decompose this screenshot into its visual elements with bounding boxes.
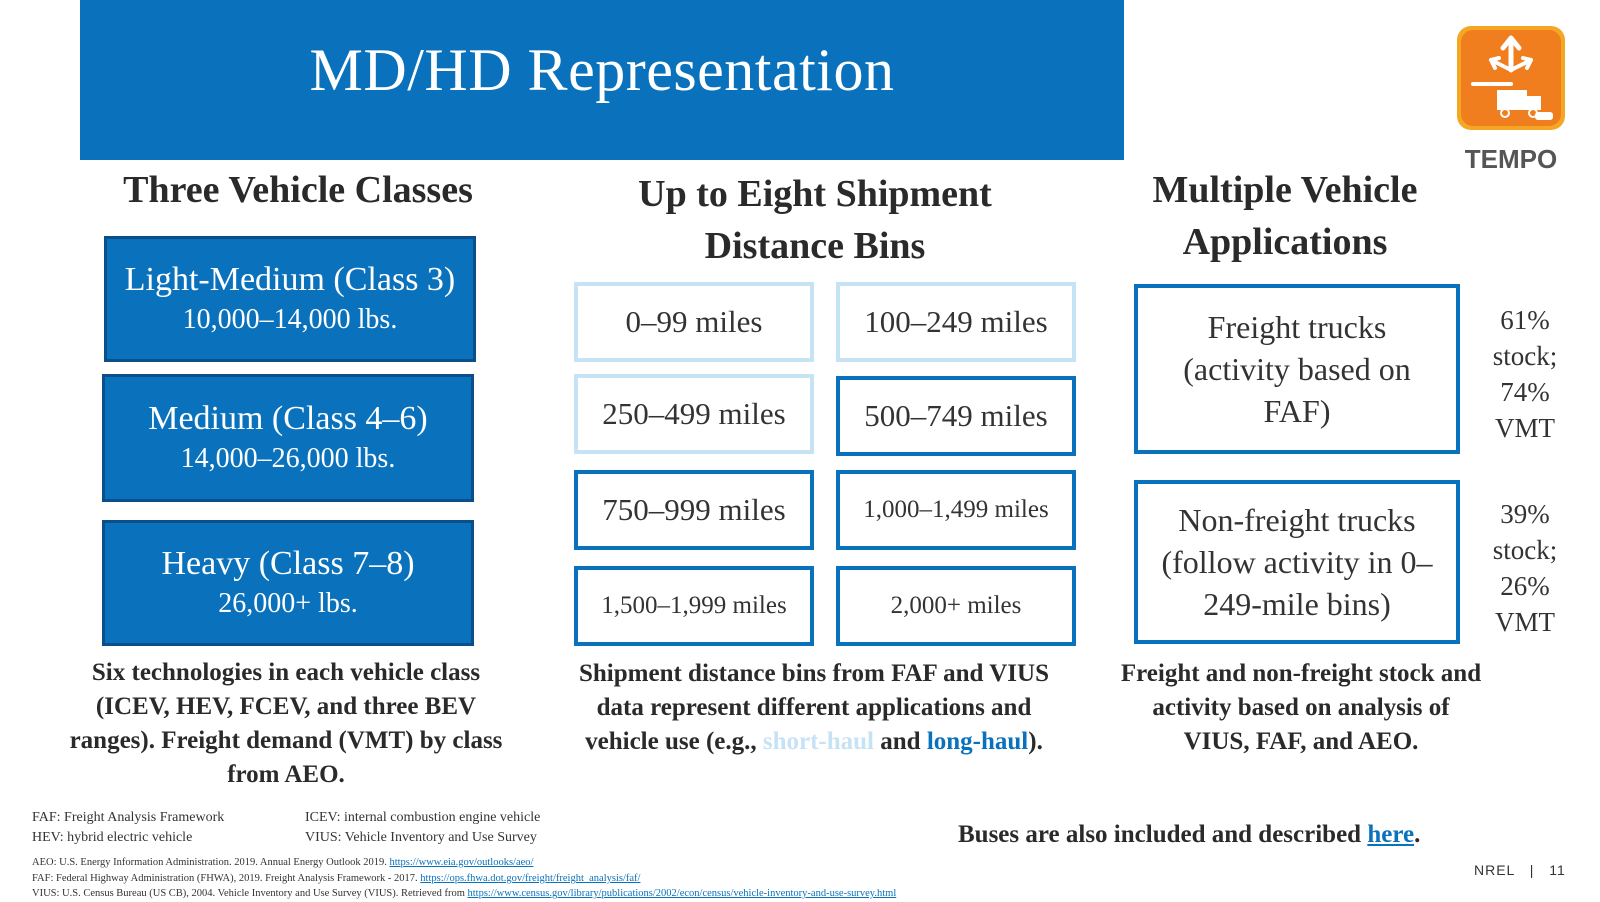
abbr-hev: HEV: hybrid electric vehicle	[32, 830, 193, 845]
bin-750-999: 750–999 miles	[574, 470, 814, 550]
footer-separator: |	[1529, 862, 1535, 878]
slide-title: MD/HD Representation	[309, 37, 895, 103]
freight-stock-label: stock;	[1492, 341, 1558, 371]
distance-bins-description	[576, 657, 1052, 759]
freight-trucks-line1: Freight trucks	[1207, 309, 1387, 345]
nonfreight-trucks-line1: Non-freight trucks	[1178, 502, 1416, 538]
applications-heading-line1: Multiple Vehicle	[1152, 169, 1418, 211]
bin-0-99: 0–99 miles	[574, 282, 814, 362]
distance-bins-heading-line2: Distance Bins	[704, 225, 926, 267]
title-bar	[80, 0, 1124, 160]
class-box-medium	[102, 374, 474, 502]
distance-bins-heading	[575, 168, 1055, 272]
freight-vmt-pct: 74%	[1500, 377, 1550, 407]
reference-link-aeo[interactable]: https://www.eia.gov/outlooks/aeo/	[389, 857, 534, 868]
logo-label: TEMPO	[1464, 144, 1558, 174]
class-weight: 14,000–26,000 lbs.	[180, 443, 396, 474]
freight-trucks-line3: FAF)	[1263, 393, 1331, 429]
abbr-vius: VIUS: Vehicle Inventory and Use Survey	[305, 830, 537, 845]
tempo-logo-icon	[1451, 18, 1571, 158]
buses-here-link[interactable]: here	[1367, 821, 1415, 848]
and-text: and	[880, 728, 921, 755]
bin-2000-plus: 2,000+ miles	[836, 566, 1076, 646]
buses-note	[958, 821, 1420, 849]
footer-page-number: 11	[1549, 862, 1566, 878]
bin-250-499: 250–499 miles	[574, 374, 814, 454]
class-name: Medium (Class 4–6)	[148, 400, 428, 437]
freight-trucks-box	[1134, 284, 1460, 454]
reference-aeo	[32, 855, 533, 871]
class-box-heavy	[102, 520, 474, 646]
freight-stock-pct: 61%	[1500, 305, 1550, 335]
nonfreight-stock-pct: 39%	[1500, 499, 1550, 529]
nonfreight-stats	[1480, 496, 1570, 640]
reference-link-vius[interactable]: https://www.census.gov/library/publications/2002/econ/census/vehicle-inventory-and-use-survey.html	[467, 888, 897, 899]
vehicle-classes-description: Six technologies in each vehicle class (ICEV, HEV, FCEV, and three BEV ranges). Freight demand (VMT) by class from AEO.	[69, 659, 503, 788]
nonfreight-vmt-label: VMT	[1495, 607, 1555, 637]
class-name: Light-Medium (Class 3)	[124, 261, 456, 298]
long-haul-text: long-haul	[926, 728, 1029, 755]
distance-bins-description-text: Shipment distance bins from FAF and VIUS data represent different applications and vehicle use (e.g.,	[579, 660, 1049, 755]
abbr-icev: ICEV: internal combustion engine vehicle	[305, 810, 541, 825]
abbr-faf: FAF: Freight Analysis Framework	[32, 810, 225, 825]
bin-500-749: 500–749 miles	[836, 376, 1076, 456]
bin-100-249: 100–249 miles	[836, 282, 1076, 362]
class-weight: 10,000–14,000 lbs.	[182, 304, 398, 335]
nonfreight-stock-label: stock;	[1492, 535, 1558, 565]
nonfreight-vmt-pct: 26%	[1500, 571, 1550, 601]
applications-description: Freight and non-freight stock and activity based on analysis of VIUS, FAF, and AEO.	[1120, 660, 1482, 755]
nonfreight-trucks-line3: 249-mile bins)	[1203, 586, 1391, 622]
applications-heading-line2: Applications	[1182, 221, 1388, 263]
freight-trucks-line2: (activity based on	[1183, 351, 1411, 387]
footer-org: NREL	[1474, 862, 1515, 878]
class-weight: 26,000+ lbs.	[218, 588, 358, 619]
reference-text: AEO: U.S. Energy Information Administration. 2019. Annual Energy Outlook 2019.	[32, 857, 390, 868]
nonfreight-trucks-box	[1134, 480, 1460, 644]
reference-faf	[32, 871, 640, 887]
freight-vmt-label: VMT	[1495, 413, 1555, 443]
vehicle-classes-heading: Three Vehicle Classes	[123, 169, 473, 211]
footer	[1474, 862, 1566, 878]
class-box-light-medium	[104, 236, 476, 362]
freight-stats	[1480, 302, 1570, 446]
distance-bins-heading-line1: Up to Eight Shipment	[638, 173, 992, 215]
buses-note-text: Buses are also included and described	[958, 821, 1368, 848]
class-name: Heavy (Class 7–8)	[161, 545, 415, 582]
reference-link-faf[interactable]: https://ops.fhwa.dot.gov/freight/freight_analysis/faf/	[420, 873, 641, 884]
bin-1500-1999: 1,500–1,999 miles	[574, 566, 814, 646]
short-haul-text: short-haul	[762, 728, 875, 755]
nonfreight-trucks-line2: (follow activity in 0–	[1161, 544, 1433, 580]
reference-text: FAF: Federal Highway Administration (FHWA), 2019. Freight Analysis Framework - 2017.	[32, 873, 421, 884]
end-text: ).	[1028, 728, 1043, 755]
applications-heading	[1120, 164, 1450, 268]
reference-text: VIUS: U.S. Census Bureau (US CB), 2004. Vehicle Inventory and Use Survey (VIUS). Retrieved from	[32, 888, 468, 899]
tempo-logo	[1451, 18, 1571, 184]
bin-1000-1499: 1,000–1,499 miles	[836, 470, 1076, 550]
buses-note-end: .	[1414, 821, 1421, 848]
